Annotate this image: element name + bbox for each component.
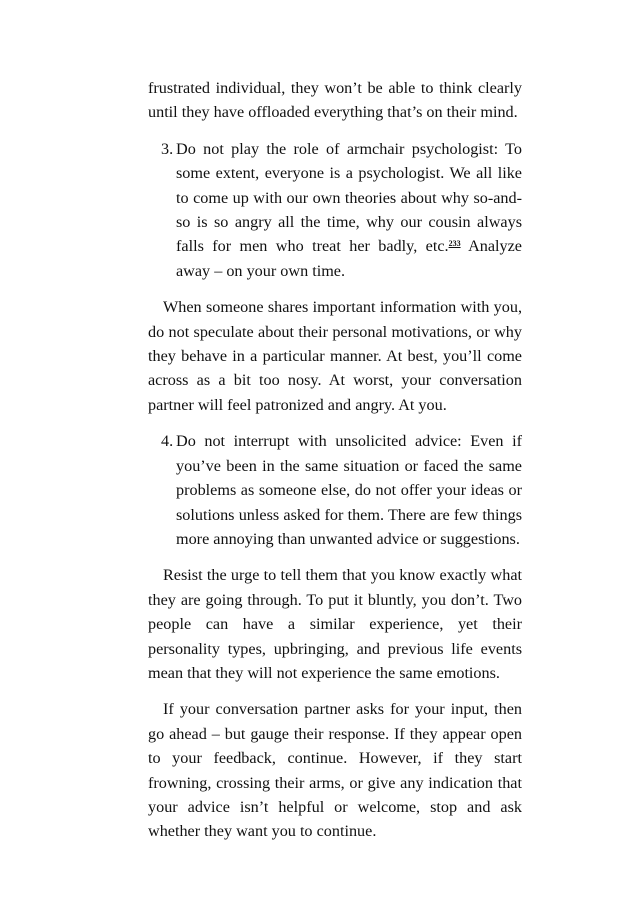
- list-number: 3.: [161, 139, 174, 158]
- list-item-text: Do not interrupt with unsolicited advice: Even if you’ve been in the same situation or faced the same problems as someone else, do not offer your ideas or solutions unless asked for them. There are few things more annoying than unwanted advice or suggestions.: [176, 432, 522, 548]
- list-item-4: [148, 429, 522, 551]
- footnote-reference[interactable]: 233: [448, 239, 461, 249]
- list-item-text-tail: Analyze away – on your own time.: [176, 237, 522, 280]
- list-item-3: [148, 137, 522, 283]
- paragraph-speculate: When someone shares important information with you, do not speculate about their personal motivations, or why they behave in a particular manner. At best, you’ll come across as a bit too nosy. At worst, your conversation partner will feel patronized and angry. At you.: [148, 298, 522, 414]
- list-number: 4.: [161, 432, 174, 451]
- paragraph-continued: frustrated individual, they won’t be able to think clearly until they have offloaded everything that’s on their mind.: [148, 79, 522, 122]
- paragraph-resist: Resist the urge to tell them that you know exactly what they are going through. To put it bluntly, you don’t. Two people can have a similar experience, yet their personality types, upbringing, and previous life events mean that they will not experience the same emotions.: [148, 566, 522, 682]
- paragraph-input: If your conversation partner asks for your input, then go ahead – but gauge their response. If they appear open to your feedback, continue. However, if they start frowning, crossing their arms, or give any indication that your advice isn’t helpful or welcome, stop and ask whether they want you to continue.: [148, 700, 522, 841]
- page-body: [148, 76, 522, 856]
- list-item-text: Do not play the role of armchair psychologist: To some extent, everyone is a psychologist. We all like to come up with our own theories about why so-and-so is so angry all the time, why our cousin always falls for men who treat her badly, etc.: [176, 139, 522, 256]
